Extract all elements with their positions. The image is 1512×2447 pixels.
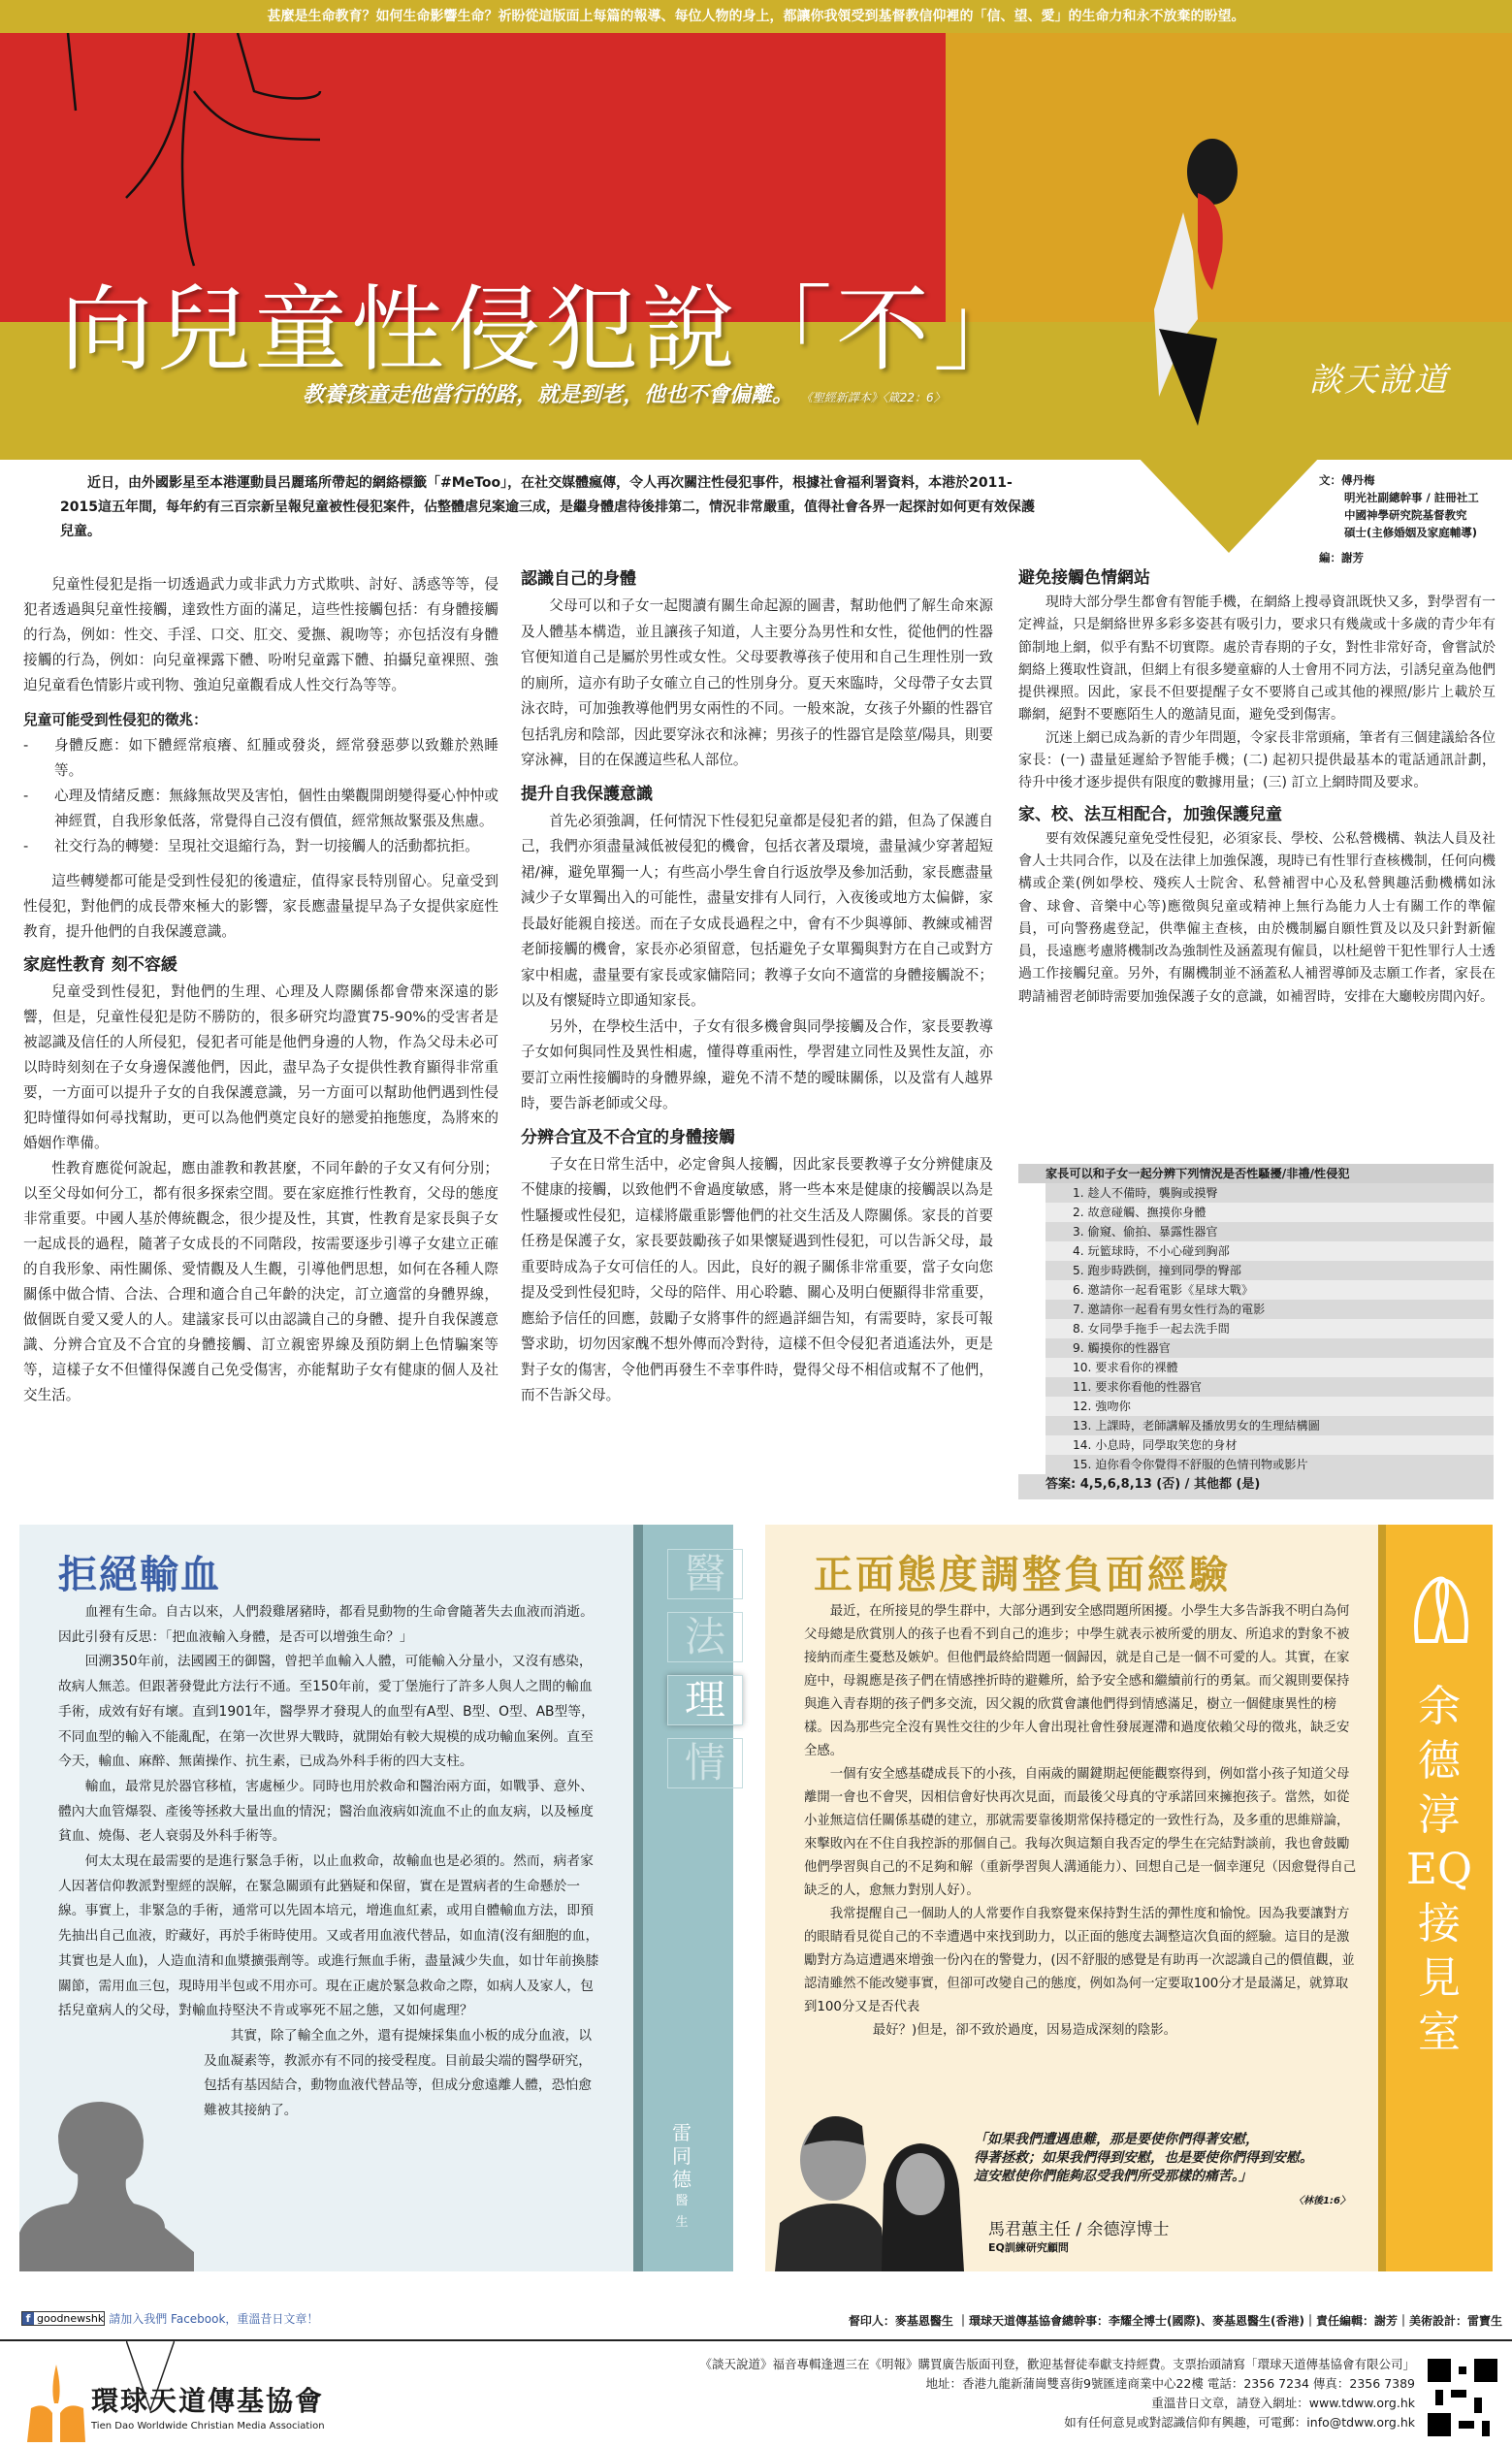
quiz-title: 家長可以和子女一起分辨下列情況是否性騷擾/非禮/性侵犯 <box>1018 1164 1494 1183</box>
tab-emotion: 情 <box>667 1738 743 1788</box>
quote-line: 「如果我們遭遇患難，那是要使你們得著安慰， <box>974 2132 1259 2147</box>
author-title: 中國神學研究院基督教究 <box>1344 508 1467 522</box>
section-heading: 兒童可能受到性侵犯的徵兆： <box>23 712 208 728</box>
panel-body <box>804 1600 1357 2043</box>
quiz-item: 4. 玩籃球時，不小心碰到胸部 <box>1046 1241 1494 1261</box>
medical-column-panel <box>19 1525 633 2271</box>
heads-icon <box>1407 1563 1475 1651</box>
quote-line: 得著拯救；如果我們得到安慰，也是要使你們得到安慰。 <box>974 2150 1313 2166</box>
column-name-char: EQ <box>1405 1845 1473 1894</box>
facebook-text[interactable]: 請加入我們 Facebook，重溫昔日文章！ <box>109 2312 319 2326</box>
article-column-1 <box>23 572 499 1408</box>
list-item: - 身體反應：如下體經常痕癢、紅腫或發炎，經常發惡夢以致難於熟睡等。 <box>23 733 499 784</box>
paragraph: 輸血，最常見於器官移植，害處極少。同時也用於救命和醫治兩方面，如戰爭、意外、體內大血管爆裂、產後等拯救大量出血的情況；醫治血液病如流血不止的血友病，以及極度貧血、燒傷、老人衰弱及外科手術等。 <box>58 1778 594 1845</box>
signature <box>988 2215 1170 2255</box>
column-name-char: 德 <box>1418 1736 1461 1786</box>
author-name: 傅丹梅 <box>1341 473 1375 487</box>
column-name-char: 接 <box>1418 1899 1461 1948</box>
tab-law: 法 <box>667 1612 743 1662</box>
quiz-answer: 答案: 4,5,6,8,13 (否) / 其他都 (是) <box>1018 1474 1494 1499</box>
intro-paragraph: 近日，由外國影星至本港運動員呂麗瑤所帶起的網絡標籤「#MeToo」，在社交媒體瘋傳，令人再次關注性侵犯事件，根據社會福利署資料，本港於2011-2015這五年間，每年約有三百宗新呈報兒童被性侵犯案件，佔整體虐兒案逾三成，是繼身體虐待後排第二，情況非常嚴重，值得社會各界一起探討如何更有效保護兒童。 <box>60 475 1035 539</box>
facebook-handle: goodnewshk <box>37 2312 105 2325</box>
quiz-list <box>1018 1183 1494 1474</box>
column-logo: 談天說道 <box>1309 361 1449 400</box>
column-name-char: 余 <box>1418 1682 1461 1731</box>
eq-column-sidebar <box>1378 1525 1493 2271</box>
signature-title: EQ訓練研究顧問 <box>988 2241 1069 2254</box>
organization-name: 環球天道傳基協會 <box>91 2385 325 2417</box>
section-heading: 分辨合宜及不合宜的身體接觸 <box>521 1127 735 1147</box>
column-name-vertical <box>1405 1680 1473 2060</box>
credits: 督印人：麥基恩醫生 ｜環球天道傳基協會總幹事：李耀全博士(國際)、麥基恩醫生(香港)｜責任編輯：謝芳｜美術設計：雷寶生 <box>848 2314 1502 2328</box>
paragraph: 這些轉變都可能是受到性侵犯的後遺症，值得家長特別留心。兒童受到性侵犯，對他們的成長帶來極大的影響，家長應盡量提早為子女提供家庭性教育，提升他們的自我保護意識。 <box>23 873 499 940</box>
info-line[interactable]: 重溫昔日文章，請登入網址：www.tdww.org.hk <box>1151 2396 1415 2410</box>
column-author <box>670 2121 693 2234</box>
tab-medicine: 醫 <box>667 1549 743 1599</box>
author-label: 文： <box>1319 473 1341 487</box>
quiz-item: 11. 要求你看他的性器官 <box>1046 1377 1494 1397</box>
info-line: 《談天說道》福音專輯逢週三在《明報》購買廣告版面刊登，歡迎基督徒奉獻支持經費。支票抬頭請寫「環球天道傳基協會有限公司」 <box>699 2357 1415 2371</box>
authors-photo <box>775 2107 974 2271</box>
section-heading: 家庭性教育 刻不容緩 <box>23 955 177 975</box>
quiz-item: 1. 趁人不備時，襲胸或摸臀 <box>1046 1183 1494 1203</box>
quiz-item: 9. 觸摸你的性器官 <box>1046 1338 1494 1358</box>
medical-column-tabs <box>633 1525 733 2271</box>
info-line[interactable]: 如有任何意見或對認識信仰有興趣，可電郵：info@tdww.org.hk <box>1064 2415 1415 2430</box>
facebook-link[interactable] <box>21 2310 318 2327</box>
section-heading: 避免接觸色情網站 <box>1018 568 1150 588</box>
paragraph: 性教育應從何說起，應由誰教和教甚麼，不同年齡的子女又有何分別；以至父母如何分工，都有很多探索空間。要在家庭推行性教育，父母的態度非常重要。中國人基於傳統觀念，很少提及性，其實，性教育是家長與子女一起成長的過程，隨著子女成長的不同階段，按需要逐步引導子女建立正確的自我形象、兩性關係、愛情觀及人生觀，引導他們思想，如何在各種人際關係中做合情、合法、合理和適合自己年齡的決定，訂立適當的身體界線，做個既自愛又愛人的人。建議家長可以由認識自己的身體、提升自我保護意識、分辨合宜及不合宜的身體接觸、訂立親密界線及預防網上色情騙案等等，這樣子女不但懂得保護自己免受傷害，亦能幫助子女有健康的個人及社交生活。 <box>23 1160 499 1403</box>
editor-name: 謝芳 <box>1341 551 1364 564</box>
quote-reference: 〈林後1:6〉 <box>1294 2196 1350 2206</box>
organization-name-en: Tien Dao Worldwide Christian Media Association <box>91 2421 325 2431</box>
author-title: 明光社副總幹事 / 註冊社工 <box>1344 491 1479 504</box>
subtitle-reference: 《聖經新譯本》〈箴22：6〉 <box>800 391 946 404</box>
panel-title: 正面態度調整負面經驗 <box>814 1553 1231 1597</box>
eq-column-panel <box>765 1525 1378 2271</box>
contact-info <box>699 2355 1415 2432</box>
child-figure-illustration <box>1140 135 1266 426</box>
quiz-item: 15. 迫你看令你覺得不舒服的色情刊物或影片 <box>1046 1455 1494 1474</box>
panel-title: 拒絕輸血 <box>58 1553 221 1597</box>
quiz-item: 3. 偷窺、偷拍、暴露性器官 <box>1046 1222 1494 1241</box>
hero-subtitle <box>303 378 946 408</box>
panel-body <box>58 1600 601 2124</box>
footer-divider <box>0 2339 1512 2341</box>
list-item: - 心理及情緒反應：無緣無故哭及害怕，個性由樂觀開朗變得憂心忡忡或神經質，自我形象低落，常覺得自己沒有價值，經常無故緊張及焦慮。 <box>23 784 499 834</box>
quiz-item: 8. 女同學手拖手一起去洗手間 <box>1046 1319 1494 1338</box>
paragraph: 回溯350年前，法國國王的御醫，曾把羊血輸入人體，可能輸入分量小，又沒有感染，故病人無恙。但跟著發覺此方法行不通。至150年前，愛丁堡施行了許多人與人之間的輸血手術，成效有好有壞。直到1901年，醫學界才發現人的血型有A型、B型、O型、AB型等，不同血型的輸入不能亂配，在第一次世界大戰時，就開始有較大規模的成功輸血案例。直至今天，輸血、麻醉、無菌操作、抗生素，已成為外科手術的四大支柱。 <box>58 1654 595 1770</box>
column-name-char: 室 <box>1418 2008 1461 2057</box>
quiz-item: 6. 邀請你一起看電影《星球大戰》 <box>1046 1280 1494 1300</box>
byline <box>1319 471 1479 566</box>
quiz-item: 5. 跑步時跌倒，撞到同學的臀部 <box>1046 1261 1494 1280</box>
author-title: 醫生 <box>675 2194 689 2230</box>
paragraph: 首先必須強調，任何情況下性侵犯兒童都是侵犯者的錯，但為了保護自己，我們亦須盡量減低被侵犯的機會，包括衣著及環境，盡量減少穿著超短裙/褲，避免單獨一人；有些高小學生會自行返放學及參加活動，家長應盡量減少子女單獨出入的可能性，盡量安排有人同行，入夜後或地方太偏僻，家長最好能親自接送。而在子女成長過程之中，會有不少與導師、教練或補習老師接觸的機會，家長亦必須留意，包括避免子女單獨與對方在自己或對方家中相處，盡量要有家長或家傭陪同；教導子女向不適當的身體接觸說不；以及有懷疑時立即通知家長。 <box>521 812 993 1009</box>
author-name: 雷同德 <box>672 2121 692 2191</box>
qr-code-icon[interactable] <box>1428 2359 1497 2436</box>
paragraph: 兒童性侵犯是指一切透過武力或非武力方式欺哄、討好、誘惑等等，侵犯者透過與兒童性接觸，達致性方面的滿足，這些性接觸包括：有身體接觸的行為，例如：性交、手淫、口交、肛交、愛撫、親吻等；亦包括沒有身體接觸的行為，例如：向兒童裸露下體、吩咐兒童露下體、拍攝兒童裸照、強迫兒童看色情影片或刊物、強迫兒童觀看成人性交行為等等。 <box>23 576 499 693</box>
author-title: 碩士(主修婚姻及家庭輔導) <box>1344 526 1478 539</box>
quiz-item: 14. 小息時，同學取笑您的身材 <box>1046 1435 1494 1455</box>
editor-label: 編： <box>1319 551 1341 564</box>
paragraph: 現時大部分學生都會有智能手機，在網絡上搜尋資訊既快又多，對學習有一定裨益，只是網絡世界多彩多姿甚有吸引力，要求只有幾歲或十多歲的青少年有節制地上網，似乎有點不切實際。處於青春期的子女，對性非常好奇，會嘗試於網絡上獲取性資訊，但網上有很多變童癖的人士會用不同方法，引誘兒童為他們提供裸照。因此，家長不但要提醒子女不要將自己或其他的裸照/影片上載於互聯網，絕對不要應陌生人的邀請見面，避免受到傷害。 <box>1018 595 1496 724</box>
paragraph: 一個有安全感基礎成長下的小孩，自兩歲的關鍵期起便能觀察得到，例如當小孩子知道父母離開一會也不會哭，因相信會好快再次見面，而最後父母真的守承諾回來擁抱孩子。當然，如從小並無這信任關係基礎的建立，那就需要靠後期常保持穩定的一致性行為，及多重的思維辯論，來擊敗內在不住自我控訴的那個自己。我每次與這類自我否定的學生在完結對談前，我也會鼓勵他們學習與自己的不足夠和解（重新學習與人溝通能力）、回想自己是一個幸運兒（因愈覺得自己缺乏的人，愈無力對別人好）。 <box>804 1767 1357 1898</box>
quiz-item: 7. 邀請你一起看有男女性行為的電影 <box>1046 1300 1494 1319</box>
column-name-char: 淳 <box>1418 1790 1461 1840</box>
page-title: 向兒童性侵犯說「不」 <box>60 275 1030 384</box>
quiz-box <box>1018 1164 1494 1499</box>
quiz-item: 13. 上課時，老師講解及播放男女的生理結構圖 <box>1046 1416 1494 1435</box>
paragraph: 何太太現在最需要的是進行緊急手術，以止血救命，故輸血也是必須的。然而，病者家人因著信仰教派對聖經的誤解，在緊急關頭有此猶疑和保留，實在是置病者的生命懸於一線。事實上，非緊急的手術，通常可以先固本培元，增進血紅素，或用自體輸血方法，即預先抽出自己血液，貯藏好，再於手術時使用。又或者用血液代替品，如血清(沒有細胞的血，其實也是人血)，人造血清和血漿擴張劑等。或進行無血手術，盡量減少失血，如廿年前換膝關節，需用血三包，現時用半包或不用亦可。現在正處於緊急救命之際，如病人及家人，包括兒童病人的父母，對輸血持堅決不肯或寧死不屈之態，又如何處理？ <box>58 1853 599 2019</box>
section-heading: 提升自我保護意識 <box>521 784 653 804</box>
paragraph: 兒童受到性侵犯，對他們的生理、心理及人際關係都會帶來深遠的影響，但是，兒童性侵犯是防不勝防的，很多研究均證實75-90%的受害者是被認識及信任的人所侵犯，侵犯者可能是他們身邊的人物，作為父母未必可以時時刻刻在子女身邊保護他們，因此，盡早為子女提供性教育顯得非常重要，一方面可以提升子女的自我保護意識，另一方面可以幫助他們遇到性侵犯時懂得如何尋找幫助，更可以為他們奠定良好的戀愛拍拖態度，為將來的婚姻作準備。 <box>23 983 499 1151</box>
quiz-item: 12. 強吻你 <box>1046 1397 1494 1416</box>
subtitle-verse: 教養孩童走他當行的路，就是到老，他也不會偏離。 <box>303 383 794 407</box>
paragraph: 子女在日常生活中，必定會與人接觸，因此家長要教導子女分辨健康及不健康的接觸，以致他們不會過度敏感，將一些本來是健康的接觸誤以為是性騷擾或性侵犯，這樣將嚴重影響他們的社交生活及人際關係。家長的首要任務是保護子女，家長要鼓勵孩子如果懷疑遇到性侵犯，可以告訴父母，最重要時成為子女可信任的人。因此，良好的親子關係非常重要，當子女向您提及受到性侵犯時，父母的陪伴、用心聆聽、關心及明白便顯得非常重要，應給予信任的回應，鼓勵子女將事件的經過詳細告知，有需要時，家長可報警求助，切勿因家醜不想外傳而冷對待，這樣不但令侵犯者逍遙法外，更是對子女的傷害，令他們再發生不幸事件時，覺得父母不相信或幫不了他們，而不告訴父母。 <box>521 1155 993 1403</box>
paragraph: 沉迷上網已成為新的青少年問題，令家長非常頭痛，筆者有三個建議給各位家長：(一) 盡量延遲給予智能手機；(二) 起初只提供最基本的電話通訊計劃，待升中後才逐步提供有限度的數據用量；(三) 訂立上網時間及要求。 <box>1018 729 1496 791</box>
info-line: 地址：香港九龍新蒲崗雙喜街9號匯達商業中心22樓 電話：2356 7234 傳真：2356 7389 <box>925 2376 1415 2391</box>
flame-cross-icon <box>27 2365 87 2442</box>
quiz-item: 10. 要求看你的裸體 <box>1046 1358 1494 1377</box>
paragraph: 血裡有生命。自古以來，人們殺雞屠豬時，都看見動物的生命會隨著失去血液而消逝。因此引發有反思：「把血液輸入身體，是否可以增強生命？」 <box>58 1604 594 1645</box>
quote-line: 這安慰使你們能夠忍受我們所受那樣的痛苦。」 <box>974 2169 1252 2184</box>
column-name-char: 見 <box>1418 1953 1461 2003</box>
organization-logo <box>27 2365 325 2446</box>
paragraph: 要有效保護兒童免受性侵犯，必須家長、學校、公私營機構、執法人員及社會人士共同合作，以及在法律上加強保護，現時已有性罪行查核機制，任何向機構或企業(例如學校、殘疾人士院舍、私營補習中心及私營興趣活動機構如泳會、球會、音樂中心等)應徵與兒童或精神上無行為能力人士有關工作的準僱員，可向警務處登記，供準僱主查核，由於機制屬自願性質及以及只針對新僱員，長遠應考慮將機制改為強制性及涵蓋現有僱員，以杜絕曾干犯性罪行人士透過工作接觸兒童。另外，有關機制並不涵蓋私人補習導師及志願工作者，家長在聘請補習老師時需要加強保護子女的意識，如補習時，安排在大廳較房間內好。 <box>1018 830 1496 1005</box>
paragraph: 我常提醒自己一個助人的人常要作自我察覺來保持對生活的彈性度和愉悅。因為我要讓對方的眼睛看見從自己的不幸遭遇中來找到助力，以正面的態度去調整這次負面的經驗。這目的是激勵對方為這遭遇來增強一份內在的警覺力，(因不舒服的感覺是有助再一次認識自己的價值觀，並認清雖然不能改變事實，但卻可改變自己的態度，例如為何一定要取100分才是最滿足，就算取到100分又是否代表 <box>804 1907 1355 2014</box>
quiz-item: 2. 故意碰觸、撫摸你身體 <box>1046 1203 1494 1222</box>
paragraph: 最近，在所接見的學生群中，大部分遇到安全感問題所困擾。小學生大多告訴我不明白為何父母總是欣賞別人的孩子也看不到自己的進步；中學生就表示被所愛的朋友、所追求的對象不被接納而產生憂愁及嫉妒。但他們最終給問題一個歸因，就是自己是一個不可愛的人。其實，在家庭中，母親應是孩子們在情感挫折時的避難所，給予安全感和繼續前行的勇氣。而父親則要保持與進入青春期的孩子們多交流，因父親的欣賞會讓他們得到情感滿足，樹立一個健康異性的榜樣。因為那些完全沒有異性交往的少年人會出現社會性發展遲滯和過度依賴父母的徵兆，缺乏安全感。 <box>804 1604 1350 1758</box>
article-column-2 <box>521 564 993 1409</box>
section-heading: 家、校、法互相配合，加強保護兒童 <box>1018 804 1282 824</box>
signs-list <box>23 733 499 859</box>
paragraph: 父母可以和子女一起閱讀有關生命起源的圖書，幫助他們了解生命來源及人體基本構造，並且讓孩子知道，人主要分為男性和女性，從他們的性器官便知道自己是屬於男性或女性。父母要教導孩子使用和自己生理性別一致的廁所，這亦有助子女確立自己的性別身分。夏天來臨時，父母帶子女去買泳衣時，可加強教導他們男女兩性的不同。一般來說，女孩子外顯的性器官包括乳房和陰部，因此要穿泳衣和泳褲；男孩子的性器官是陰莖/陽具，則要穿泳褲，目的在保護這些私人部位。 <box>521 597 993 768</box>
article-column-3 <box>1018 564 1496 1009</box>
signature-names: 馬君蕙主任 / 余德淳博士 <box>988 2220 1170 2239</box>
facebook-icon: f <box>22 2312 34 2325</box>
list-item: - 社交行為的轉變：呈現社交退縮行為，對一切接觸人的活動都抗拒。 <box>23 834 499 859</box>
paragraph: 另外，在學校生活中，子女有很多機會與同學接觸及合作，家長要教導子女如何與同性及異性相處，懂得尊重兩性，學習建立同性及異性友誼，亦要訂立兩性接觸時的身體界線，避免不清不楚的曖昧關係，以及當有人越界時，要告訴老師或父母。 <box>521 1017 993 1111</box>
paragraph: 其實，除了輸全血之外，還有提煉採集血小板的成分血液，以及血凝素等，教派亦有不同的接受程度。目前最尖端的醫學研究，包括有基因結合，動物血液代替品等，但成分愈遠離人體，恐怕愈難被其接納了。 <box>204 2027 593 2119</box>
gold-triangle-decoration <box>1137 456 1321 553</box>
tab-reason-active: 理 <box>667 1675 743 1725</box>
facebook-badge[interactable] <box>21 2311 105 2326</box>
bible-quote <box>974 2131 1371 2186</box>
section-heading: 認識自己的身體 <box>521 569 636 589</box>
top-banner: 甚麼是生命教育？如何生命影響生命？祈盼從這版面上每篇的報導、每位人物的身上，都讓你我領受到基督教信仰裡的「信、望、愛」的生命力和永不放棄的盼望。 <box>0 0 1512 33</box>
hero-banner <box>0 33 1512 460</box>
paragraph: 最好？)但是，卻不致於過度，因易造成深刻的陰影。 <box>872 2023 1177 2038</box>
